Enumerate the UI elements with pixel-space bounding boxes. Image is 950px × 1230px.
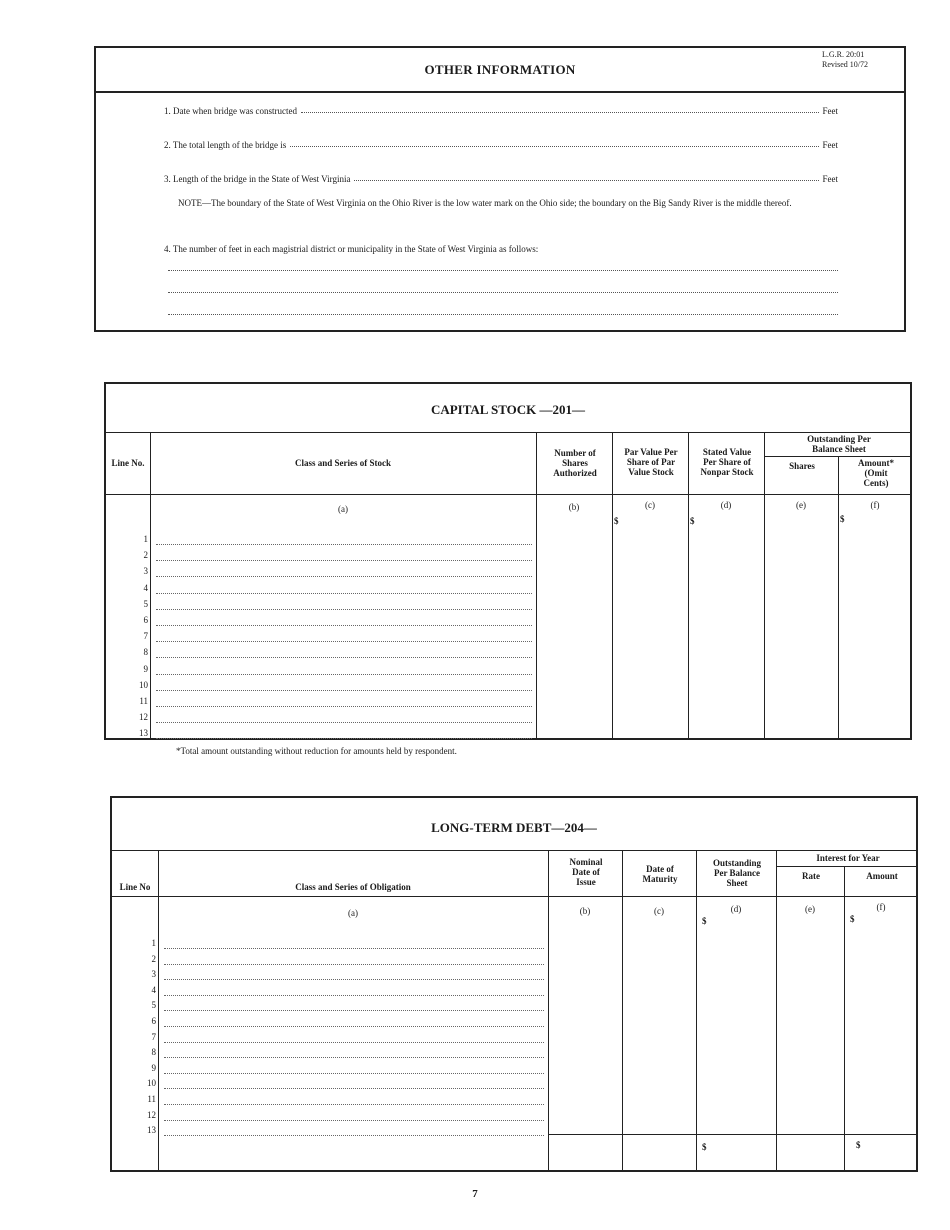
question-total-length [164,136,838,150]
capital-stock-line-number: 5 [143,598,148,609]
ltd-header-bottom-rule [112,896,916,897]
capital-stock-table [104,382,912,740]
ltd-header-date-maturity: Date of Maturity [642,864,678,884]
ltd-col-letter-d: (d) [730,904,742,914]
col-letter-a: (a) [338,504,348,514]
ltd-header-outstanding: Outstanding Per Balance Sheet [712,858,762,888]
ltd-header-rate: Rate [802,871,820,881]
capital-stock-row-entry-line[interactable] [156,666,532,675]
question-4-label: 4. The number of feet in each magistrial district or municipality in the State of West Virginia as follows: [164,244,539,254]
ltd-line-number: 13 [147,1125,156,1136]
long-term-debt-table [110,796,918,1172]
capital-stock-row-entry-line[interactable] [156,552,532,561]
ltd-line-number: 8 [151,1047,156,1058]
ltd-row-entry-line[interactable] [164,1018,544,1027]
ltd-row-entry-line[interactable] [164,971,544,980]
col-divider-c [612,432,613,738]
ltd-line-number: 3 [151,969,156,980]
capital-stock-line-number: 4 [143,582,148,593]
capital-stock-line-number: 9 [143,663,148,674]
ltd-line-number: 1 [151,938,156,948]
col-letter-e: (e) [796,500,806,510]
header-par-value: Par Value Per Share of Par Value Stock [624,447,678,477]
unit-feet-2: Feet [822,140,838,150]
answer-line-district-1[interactable] [168,270,838,271]
capital-stock-row-entry-line[interactable] [156,617,532,626]
capital-stock-line-number: 3 [143,566,148,577]
ltd-line-number: 2 [151,953,156,964]
ltd-row-entry-line[interactable] [164,1127,544,1136]
ltd-header-interest: Interest for Year [816,853,880,863]
header-class-series-stock: Class and Series of Stock [294,458,391,468]
col-divider-b [536,432,537,738]
capital-stock-title: CAPITAL STOCK —201— [430,402,586,417]
ltd-row-entry-line[interactable] [164,1112,544,1121]
col-letter-b: (b) [568,502,580,512]
header-outstanding: Outstanding Per Balance Sheet [807,434,871,454]
col-letter-c: (c) [645,500,655,510]
ltd-row-entry-line[interactable] [164,1065,544,1074]
form-code-number: L.G.R. 20:01 [822,50,865,59]
dollar-sign-amount: $ [840,514,845,524]
header-amount: Amount* (Omit Cents) [857,458,894,488]
answer-field-date-constructed[interactable] [301,112,819,113]
ltd-line-number: 12 [147,1109,156,1120]
header-bottom-rule [106,494,910,495]
answer-line-district-3[interactable] [168,314,838,315]
ltd-line-number: 5 [151,1000,156,1011]
capital-stock-line-number: 2 [143,550,148,561]
question-1-label: 1. Date when bridge was constructed [164,106,297,116]
ltd-line-number: 6 [151,1016,156,1026]
capital-stock-row-entry-line[interactable] [156,649,532,658]
ltd-dollar-amount: $ [850,914,855,924]
capital-stock-row-entry-line[interactable] [156,633,532,642]
answer-field-total-length[interactable] [290,146,818,147]
capital-stock-footnote: *Total amount outstanding without reduction for amounts held by respondent. [176,746,457,756]
header-stated-value: Stated Value Per Share of Nonpar Stock [700,447,754,477]
capital-stock-line-number: 6 [143,615,148,625]
ltd-col-letter-c: (c) [654,906,664,916]
form-code [822,50,868,70]
capital-stock-row-entry-line[interactable] [156,698,532,707]
ltd-row-entry-line[interactable] [164,956,544,965]
question-date-constructed [164,102,838,116]
ltd-header-nominal-date: Nominal Date of Issue [569,857,603,887]
question-3-label: 3. Length of the bridge in the State of West Virginia [164,174,351,184]
capital-stock-line-number: 11 [139,696,148,706]
header-line-no: Line No. [111,458,145,468]
ltd-col-divider-a [158,850,159,1170]
ltd-total-row-rule [548,1134,916,1135]
other-information-title: OTHER INFORMATION [424,62,576,77]
col-divider-d [688,432,689,738]
capital-stock-line-number: 13 [139,728,148,739]
col-divider-f [838,456,839,738]
ltd-row-entry-line[interactable] [164,1080,544,1089]
ltd-col-divider-c [622,850,623,1170]
form-revision: Revised 10/72 [822,60,868,69]
ltd-line-number: 4 [151,984,156,995]
answer-field-length-in-wv[interactable] [354,180,818,181]
ltd-row-entry-line[interactable] [164,1034,544,1043]
ltd-row-entry-line[interactable] [164,1096,544,1105]
question-length-in-wv [164,170,838,184]
question-2-label: 2. The total length of the bridge is [164,140,287,150]
dollar-sign-stated: $ [690,516,695,526]
capital-stock-line-number: 1 [143,534,148,544]
ltd-line-number: 10 [147,1078,156,1089]
ltd-col-divider-e [776,850,777,1170]
ltd-dollar-total-amount: $ [856,1140,861,1150]
col-letter-f: (f) [870,500,880,510]
ltd-col-letter-e: (e) [805,904,815,914]
ltd-header-class-series: Class and Series of Obligation [295,882,411,892]
capital-stock-line-number: 7 [143,631,148,642]
capital-stock-line-number: 10 [139,679,148,690]
header-shares: Shares [789,461,815,471]
capital-stock-row-entry-line[interactable] [156,536,532,545]
ltd-line-number: 9 [151,1062,156,1073]
ltd-row-entry-line[interactable] [164,1002,544,1011]
ltd-col-divider-b [548,850,549,1170]
ltd-header-line-no: Line No [119,882,151,892]
ltd-row-entry-line[interactable] [164,987,544,996]
boundary-note: NOTE—The boundary of the State of West Virginia on the Ohio River is the low water mark on the Ohio side; the boundary on the Big Sandy River is the middle thereof. [178,198,792,208]
ltd-dollar-outstanding: $ [702,916,707,926]
ltd-col-divider-d [696,850,697,1170]
ltd-line-number: 7 [151,1031,156,1042]
header-number-shares: Number of Shares Authorized [553,448,597,478]
capital-stock-line-number: 12 [139,712,148,723]
capital-stock-row-entry-line[interactable] [156,601,532,610]
long-term-debt-title: LONG-TERM DEBT—204— [431,820,597,835]
capital-stock-line-number: 8 [143,647,148,658]
ltd-dollar-total-outstanding: $ [702,1142,707,1152]
col-divider-e [764,432,765,738]
capital-stock-row-entry-line[interactable] [156,585,532,594]
ltd-col-letter-f: (f) [876,902,886,912]
other-information-section [94,46,906,332]
ltd-interest-sub-rule [776,866,916,867]
capital-stock-row-entry-line[interactable] [156,568,532,577]
capital-stock-row-entry-line[interactable] [156,682,532,691]
ltd-line-number: 11 [147,1094,156,1104]
ltd-header-amount: Amount [866,871,898,881]
other-information-header [96,48,904,93]
answer-line-district-2[interactable] [168,292,838,293]
ltd-row-entry-line[interactable] [164,940,544,949]
ltd-row-entry-line[interactable] [164,1049,544,1058]
dollar-sign-par: $ [614,516,619,526]
capital-stock-row-entry-line[interactable] [156,714,532,723]
unit-feet-1: Feet [822,106,838,116]
page-number: 7 [472,1188,478,1200]
ltd-col-letter-b: (b) [579,906,591,916]
capital-stock-row-entry-line[interactable] [156,730,532,739]
unit-feet-3: Feet [822,174,838,184]
ltd-col-letter-a: (a) [348,908,358,918]
col-letter-d: (d) [720,500,732,510]
